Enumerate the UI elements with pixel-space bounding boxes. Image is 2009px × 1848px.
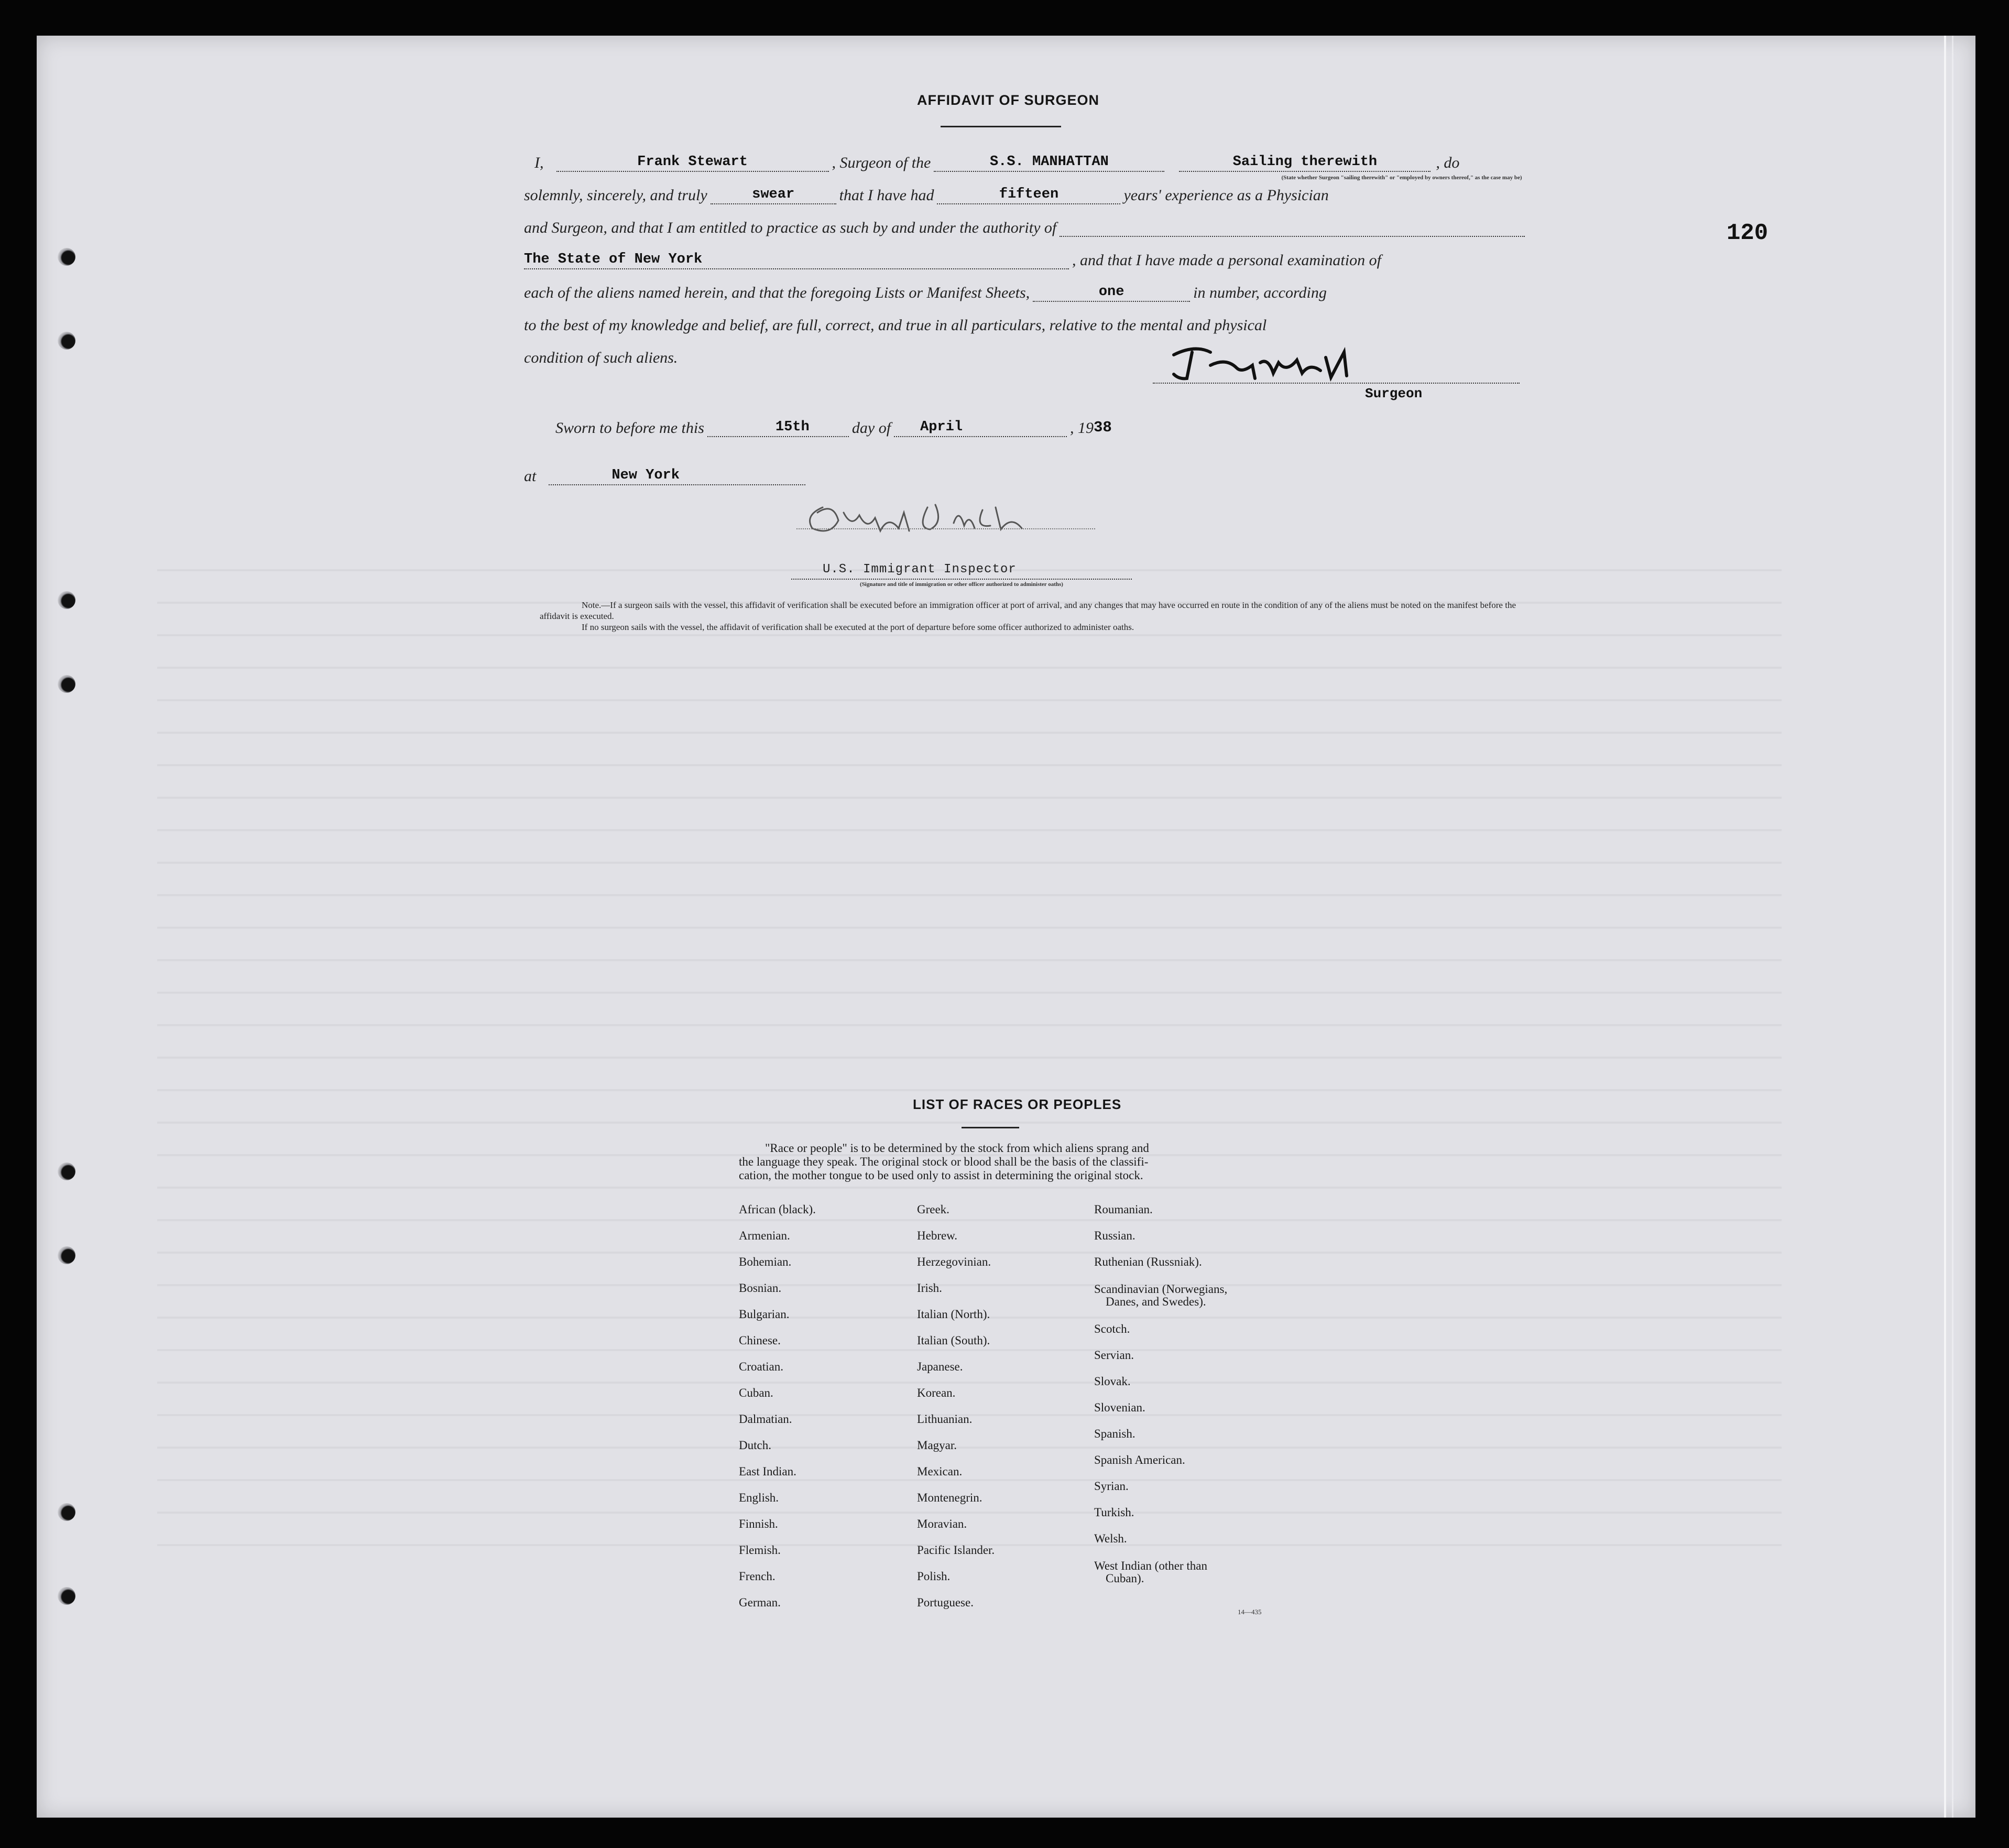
inspector-title-line <box>791 579 1132 580</box>
affidavit-note <box>540 600 1525 633</box>
race-item: Croatian. <box>739 1360 783 1373</box>
race-item: Lithuanian. <box>917 1412 973 1426</box>
race-item: Hebrew. <box>917 1229 958 1242</box>
race-item: Cuban. <box>739 1386 773 1399</box>
race-item: German. <box>739 1596 781 1609</box>
race-item: Danes, and Swedes). <box>1106 1295 1206 1308</box>
vessel-field: S.S. MANHATTAN <box>934 154 1164 172</box>
race-item: Dutch. <box>739 1439 771 1452</box>
sworn-month-field: April <box>894 419 1067 437</box>
race-item: Bohemian. <box>739 1255 792 1268</box>
inspector-title: U.S. Immigrant Inspector <box>823 562 1017 577</box>
line6-text: to the best of my knowledge and belief, are full, correct, and true in all particulars, relative to the mental and physical <box>524 317 1267 334</box>
sworn-line <box>555 416 1115 437</box>
race-item: Italian (South). <box>917 1334 990 1347</box>
binder-hole <box>58 1503 75 1521</box>
place-line <box>524 464 809 485</box>
surgeon-signature-mark <box>1163 342 1410 384</box>
affidavit-line-6 <box>524 313 1525 334</box>
binder-hole <box>58 1162 75 1180</box>
race-item: English. <box>739 1491 779 1504</box>
race-item: African (black). <box>739 1203 816 1216</box>
line2-text-b: that I have had <box>839 187 934 204</box>
race-item: Herzegovinian. <box>917 1255 991 1268</box>
surgeon-title: Surgeon <box>1365 386 1423 401</box>
race-item: Spanish. <box>1094 1427 1135 1440</box>
races-intro-line: "Race or people" is to be determined by the stock from which aliens sprang and <box>765 1142 1149 1155</box>
race-item: Syrian. <box>1094 1480 1129 1493</box>
race-item: Italian (North). <box>917 1308 990 1321</box>
race-item: West Indian (other than <box>1094 1559 1207 1572</box>
line7-text: condition of such aliens. <box>524 349 678 366</box>
race-item: Turkish. <box>1094 1506 1134 1519</box>
form-code: 14—435 <box>1238 1608 1262 1616</box>
label-do: , do <box>1436 154 1460 171</box>
race-item: Bosnian. <box>739 1281 782 1295</box>
line3-blank <box>1060 235 1525 237</box>
race-item: Chinese. <box>739 1334 781 1347</box>
race-item: Greek. <box>917 1203 949 1216</box>
races-title-rule <box>962 1127 1019 1128</box>
binder-hole <box>58 1587 75 1605</box>
race-item: East Indian. <box>739 1465 796 1478</box>
bleed-through-rows <box>157 539 1782 1561</box>
years-field: fifteen <box>937 187 1120 204</box>
line2-text-a: solemnly, sincerely, and truly <box>524 187 707 204</box>
race-item: Polish. <box>917 1570 951 1583</box>
note-paragraph-1: Note.—If a surgeon sails with the vessel, this affidavit of verification shall be executed before an immigration officer at port of arrival, and any changes that may have occurred en route in the condition of any of the aliens must be noted on the manifest before the affidavit is executed. <box>540 600 1516 621</box>
sheets-field: one <box>1033 284 1190 302</box>
surgeon-signature-line <box>1153 383 1520 384</box>
affidavit-line-3 <box>524 216 1525 237</box>
race-item: Armenian. <box>739 1229 790 1242</box>
note-paragraph-2: If no surgeon sails with the vessel, the affidavit of verification shall be executed at the port of departure before some officer authorized to administer oaths. <box>582 622 1134 632</box>
day-of-label: day of <box>851 419 891 437</box>
authority-field: The State of New York <box>524 252 1069 269</box>
line5-text-a: each of the aliens named herein, and that the foregoing Lists or Manifest Sheets, <box>524 284 1030 301</box>
affidavit-line-1 <box>524 146 1525 172</box>
line3-text: and Surgeon, and that I am entitled to practice as such by and under the authority of <box>524 219 1057 236</box>
race-item: Finnish. <box>739 1517 778 1530</box>
races-intro-line: cation, the mother tongue to be used only to assist in determining the original stock. <box>739 1169 1143 1182</box>
page-edge-line <box>1944 36 1946 1818</box>
inspector-signature <box>802 492 1048 544</box>
page-edge-line <box>1952 36 1953 1818</box>
binder-hole <box>58 675 75 693</box>
race-item: Ruthenian (Russniak). <box>1094 1255 1202 1268</box>
race-item: Roumanian. <box>1094 1203 1153 1216</box>
inspector-signature-mark <box>802 492 1048 544</box>
race-item: Spanish American. <box>1094 1453 1185 1466</box>
binder-hole <box>58 591 75 609</box>
race-item: Scandinavian (Norwegians, <box>1094 1282 1228 1296</box>
race-item: French. <box>739 1570 776 1583</box>
affidavit-line-4 <box>524 248 1525 269</box>
sworn-label: Sworn to before me this <box>555 419 704 437</box>
surgeon-signature <box>1163 342 1410 384</box>
year-prefix: , 19 <box>1070 419 1094 437</box>
inspector-caption: (Signature and title of immigration or other officer authorized to administer oaths) <box>860 581 1063 588</box>
race-item: Portuguese. <box>917 1596 974 1609</box>
page-number: 120 <box>1727 220 1768 246</box>
binder-hole <box>58 332 75 350</box>
race-item: Pacific Islander. <box>917 1543 995 1557</box>
race-item: Mexican. <box>917 1465 963 1478</box>
sworn-day-field: 15th <box>707 419 849 437</box>
label-surgeon-of: , Surgeon of the <box>832 154 931 171</box>
line2-text-c: years' experience as a Physician <box>1123 187 1329 204</box>
race-item: Slovak. <box>1094 1375 1131 1388</box>
label-i: I, <box>534 154 544 171</box>
race-item: Irish. <box>917 1281 942 1295</box>
affidavit-title: AFFIDAVIT OF SURGEON <box>917 92 1099 108</box>
race-item: Montenegrin. <box>917 1491 982 1504</box>
race-item: Scotch. <box>1094 1322 1130 1335</box>
at-label: at <box>524 468 537 485</box>
inspector-signature-line <box>796 528 1095 529</box>
place-field: New York <box>549 468 805 485</box>
races-intro-line: the language they speak. The original stock or blood shall be the basis of the classifi- <box>739 1155 1149 1168</box>
affidavit-body <box>524 146 1525 367</box>
race-item: Bulgarian. <box>739 1308 790 1321</box>
race-item: Slovenian. <box>1094 1401 1145 1414</box>
affidavit-line-5 <box>524 281 1525 302</box>
race-item: Servian. <box>1094 1349 1134 1362</box>
line5-text-b: in number, according <box>1193 284 1327 301</box>
race-item: Russian. <box>1094 1229 1135 1242</box>
race-item: Korean. <box>917 1386 956 1399</box>
races-title: LIST OF RACES OR PEOPLES <box>913 1096 1122 1112</box>
line4-text: , and that I have made a personal examination of <box>1072 252 1381 269</box>
race-item: Dalmatian. <box>739 1412 792 1426</box>
surgeon-name-field: Frank Stewart <box>556 154 829 172</box>
race-item: Cuban). <box>1106 1572 1144 1585</box>
binder-hole <box>58 1246 75 1264</box>
races-intro <box>739 1142 1315 1182</box>
affidavit-line-2 <box>524 183 1525 204</box>
sailing-status-field: Sailing therewith <box>1179 154 1431 172</box>
sailing-status-caption: (State whether Surgeon "sailing therewith" or "employed by owners thereof," as the case may be) <box>1281 175 1522 181</box>
race-item: Magyar. <box>917 1439 957 1452</box>
race-item: Moravian. <box>917 1517 967 1530</box>
binder-hole <box>58 248 75 266</box>
manifest-sheet <box>37 36 1975 1818</box>
year-field: 38 <box>1094 419 1112 436</box>
race-item: Flemish. <box>739 1543 781 1557</box>
race-item: Welsh. <box>1094 1532 1127 1545</box>
title-rule <box>941 126 1061 127</box>
race-item: Japanese. <box>917 1360 963 1373</box>
oath-field: swear <box>711 187 836 204</box>
sailing-status-group <box>1174 154 1436 172</box>
